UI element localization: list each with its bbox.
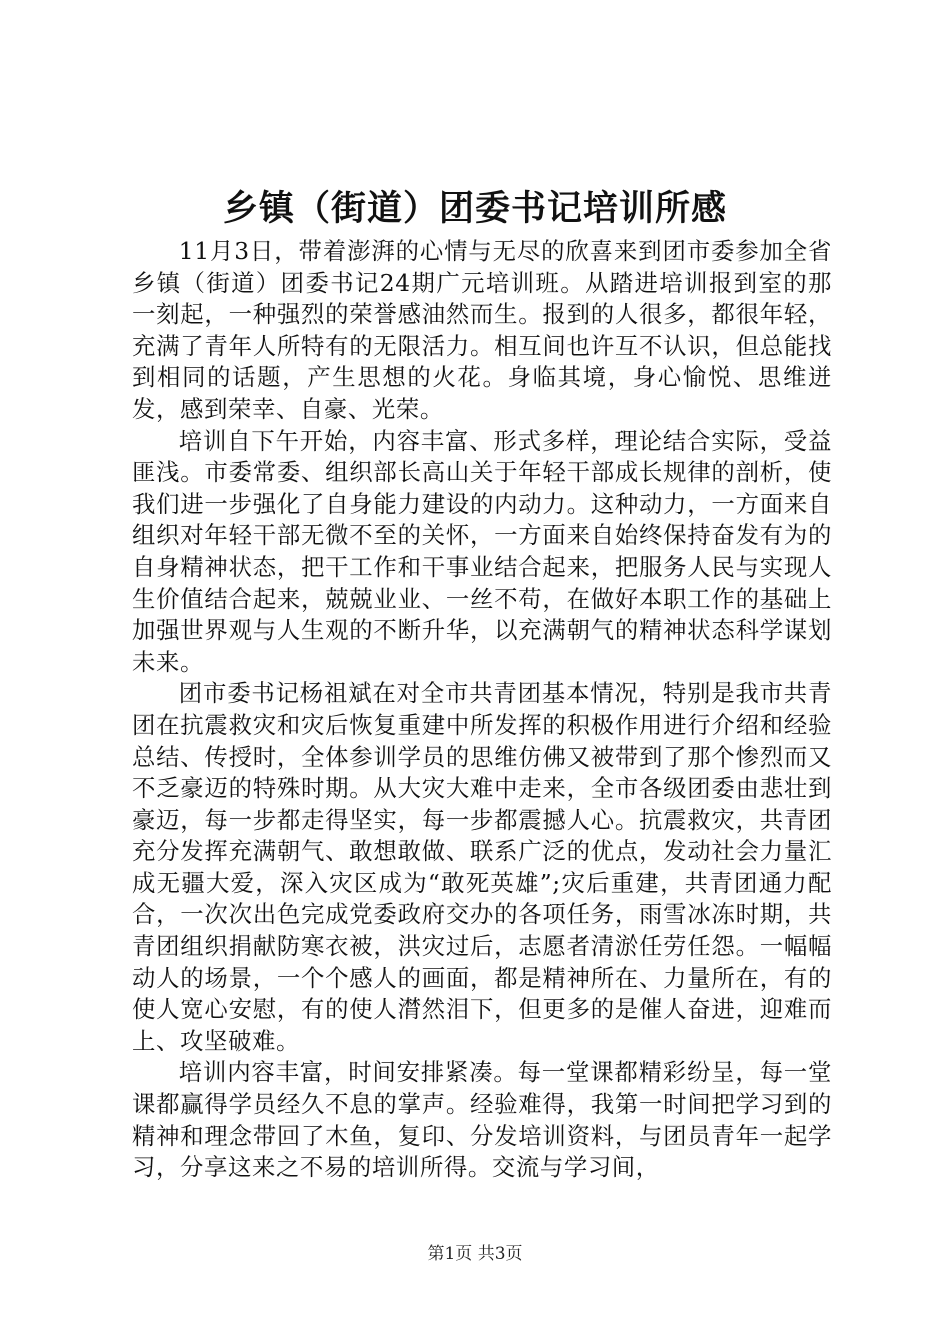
- paragraph: 团市委书记杨祖斌在对全市共青团基本情况，特别是我市共青团在抗震救灾和灾后恢复重建中所发挥的积极作用进行介绍和经验总结、传授时，全体参训学员的思维仿佛又被带到了那个惨烈而又不乏豪迈的特殊时期。从大灾大难中走来，全市各级团委由悲壮到豪迈，每一步都走得坚实，每一步都震撼人心。抗震救灾，共青团充分发挥充满朝气、敢想敢做、联系广泛的优点，发动社会力量汇成无疆大爱，深入灾区成为“敢死英雄”;灾后重建，共青团通力配合，一次次出色完成党委政府交办的各项任务，雨雪冰冻时期，共青团组织捐献防寒衣被，洪灾过后，志愿者清淤任劳任怨。一幅幅动人的场景，一个个感人的画面，都是精神所在、力量所在，有的使人宽心安慰，有的使人潸然泪下，但更多的是催人奋进，迎难而上、攻坚破难。: [132, 679, 832, 1055]
- paragraph: 11月3日，带着澎湃的心情与无尽的欣喜来到团市委参加全省乡镇（街道）团委书记24期广元培训班。从踏进培训报到室的那一刻起，一种强烈的荣誉感油然而生。报到的人很多，都很年轻，充满了青年人所特有的无限活力。相互间也许互不认识，但总能找到相同的话题，产生思想的火花。身临其境，身心愉悦、思维迸发，感到荣幸、自豪、光荣。: [132, 237, 832, 423]
- paragraph: 培训内容丰富，时间安排紧凑。每一堂课都精彩纷呈，每一堂课都赢得学员经久不息的掌声。经验难得，我第一时间把学习到的精神和理念带回了木鱼，复印、分发培训资料，与团员青年一起学习，分享这来之不易的培训所得。交流与学习间，: [132, 1058, 832, 1182]
- paragraph: 培训自下午开始，内容丰富、形式多样，理论结合实际，受益匪浅。市委常委、组织部长高山关于年轻干部成长规律的剖析，使我们进一步强化了自身能力建设的内动力。这种动力，一方面来自组织对年轻干部无微不至的关怀，一方面来自始终保持奋发有为的自身精神状态，把干工作和干事业结合起来，把服务人民与实现人生价值结合起来，兢兢业业、一丝不苟，在做好本职工作的基础上加强世界观与人生观的不断升华，以充满朝气的精神状态科学谋划未来。: [132, 426, 832, 676]
- document-title: 乡镇（街道）团委书记培训所感: [222, 188, 727, 229]
- page-footer: 第1页 共3页: [427, 1244, 523, 1264]
- document-body: [132, 236, 832, 1184]
